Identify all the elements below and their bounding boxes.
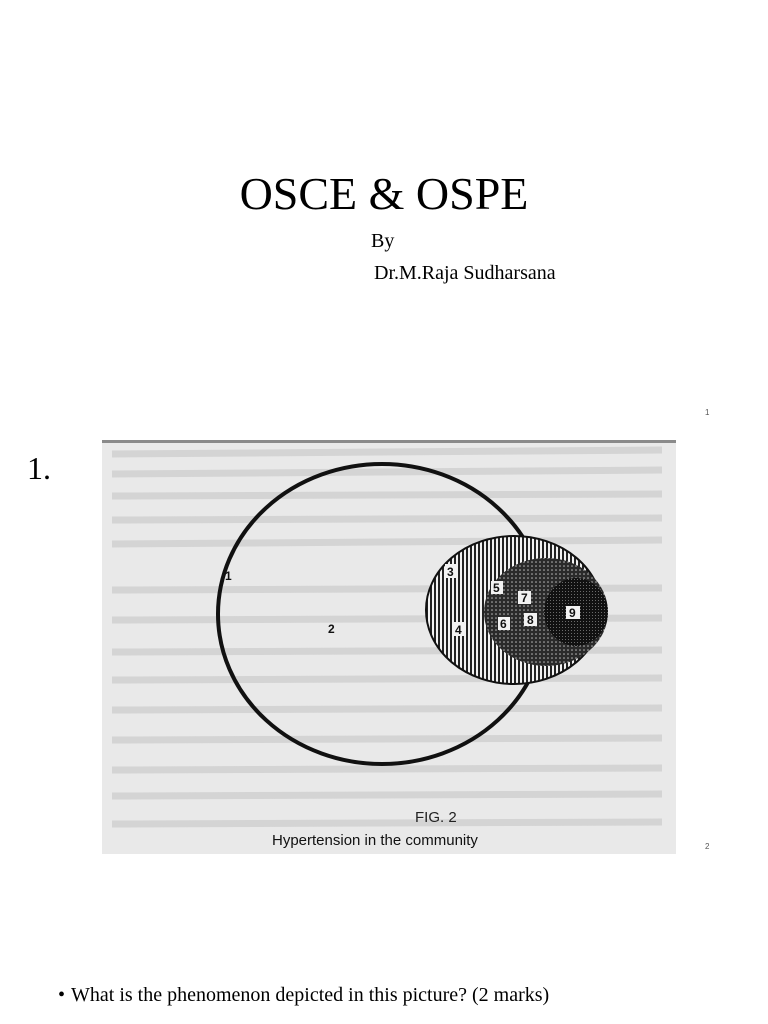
region-label: 8	[527, 613, 534, 627]
page-number-2: 2	[705, 842, 710, 851]
slide-title: OSCE & OSPE	[239, 168, 529, 219]
region-label: 6	[500, 617, 507, 631]
region-label: 5	[493, 581, 500, 595]
region-label: 3	[447, 565, 454, 579]
by-label: By	[371, 230, 395, 252]
figure-caption: Hypertension in the community	[272, 832, 478, 849]
region-label: 4	[455, 623, 462, 637]
question-label: What is the phenomenon depicted in this picture? (2 marks)	[71, 984, 550, 1006]
hypertension-figure	[102, 440, 676, 854]
bullet: •	[58, 984, 66, 1006]
figure-label: FIG. 2	[415, 809, 457, 826]
region-label: 1	[225, 569, 232, 583]
question-text	[58, 984, 549, 1007]
author-name: Dr.M.Raja Sudharsana	[374, 262, 556, 284]
region-label: 9	[569, 606, 576, 620]
page-number-1: 1	[705, 408, 710, 417]
region-label: 2	[328, 622, 335, 636]
question-number: 1.	[27, 450, 51, 486]
region-label: 7	[521, 591, 528, 605]
